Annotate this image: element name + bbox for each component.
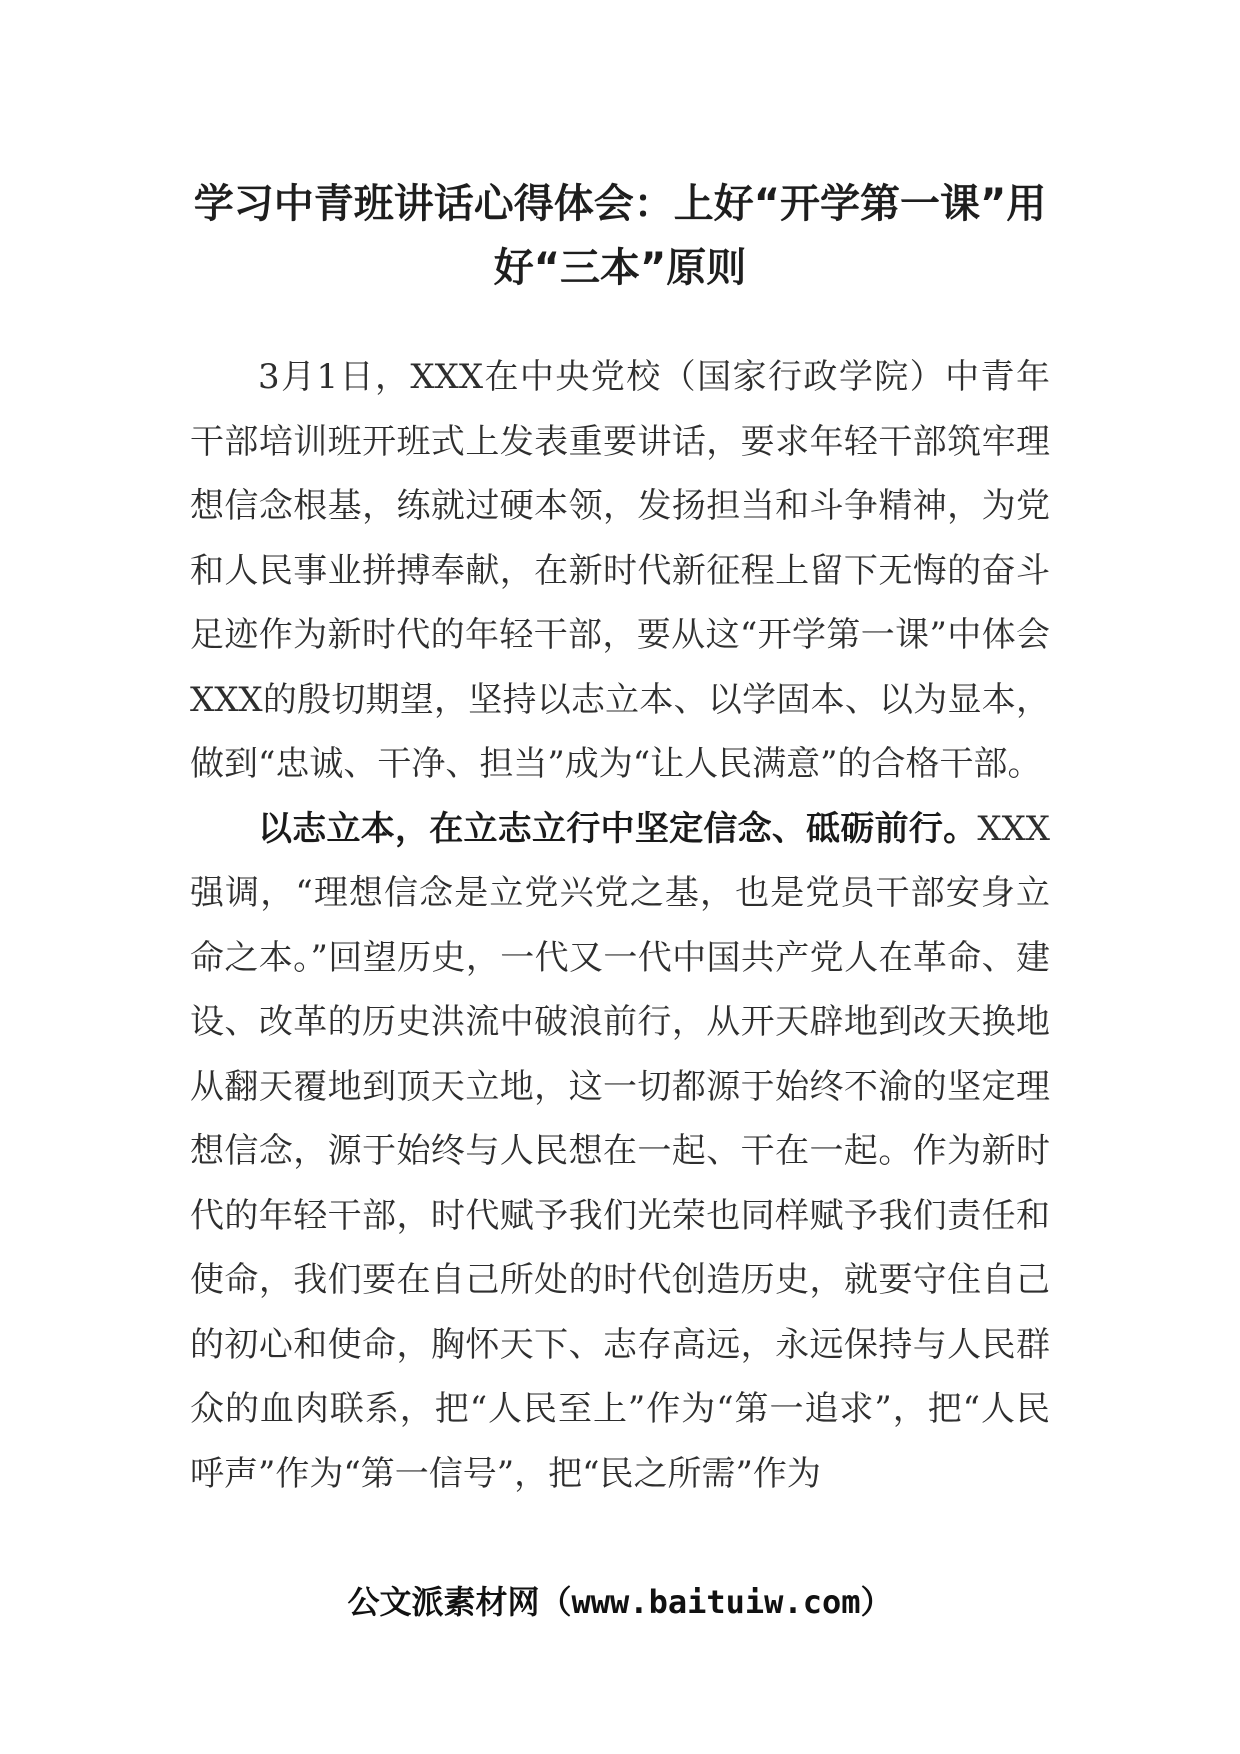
paragraph-lead: 以志立本，在立志立行中坚定信念、砥砺前行。 [258, 808, 978, 849]
document-title: 学习中青班讲话心得体会：上好“开学第一课”用好“三本”原则 [193, 181, 1047, 291]
document-body [190, 345, 1050, 1506]
paragraph-text: XXX强调，“理想信念是立党兴党之基，也是党员干部安身立命之本。”回望历史，一代又一代中国共产党人在革命、建设、改革的历史洪流中破浪前行，从开天辟地到改天换地从翻天覆地到顶天立地，这一切都源于始终不渝的坚定理想信念，源于始终与人民想在一起、干在一起。作为新时代的年轻干部，时代赋予我们光荣也同样赋予我们责任和使命，我们要在自己所处的时代创造历史，就要守住自己的初心和使命，胸怀天下、志存高远，永远保持与人民群众的血肉联系，把“人民至上”作为“第一追求”，把“人民呼声”作为“第一信号”，把“民之所需”作为 [190, 808, 1050, 1494]
footer-source-text: 公文派素材网（www.baituiw.com） [347, 1583, 893, 1621]
paragraph-section-1 [190, 797, 1050, 1507]
paragraph-text: 3月1日，XXX在中央党校（国家行政学院）中青年干部培训班开班式上发表重要讲话，要求年轻干部筑牢理想信念根基，练就过硬本领，发扬担当和斗争精神，为党和人民事业拼搏奉献，在新时代新征程上留下无悔的奋斗足迹作为新时代的年轻干部，要从这“开学第一课”中体会XXX的殷切期望，坚持以志立本、以学固本、以为显本，做到“忠诚、干净、担当”成为“让人民满意”的合格干部。 [190, 357, 1050, 784]
paragraph-intro [190, 345, 1050, 797]
